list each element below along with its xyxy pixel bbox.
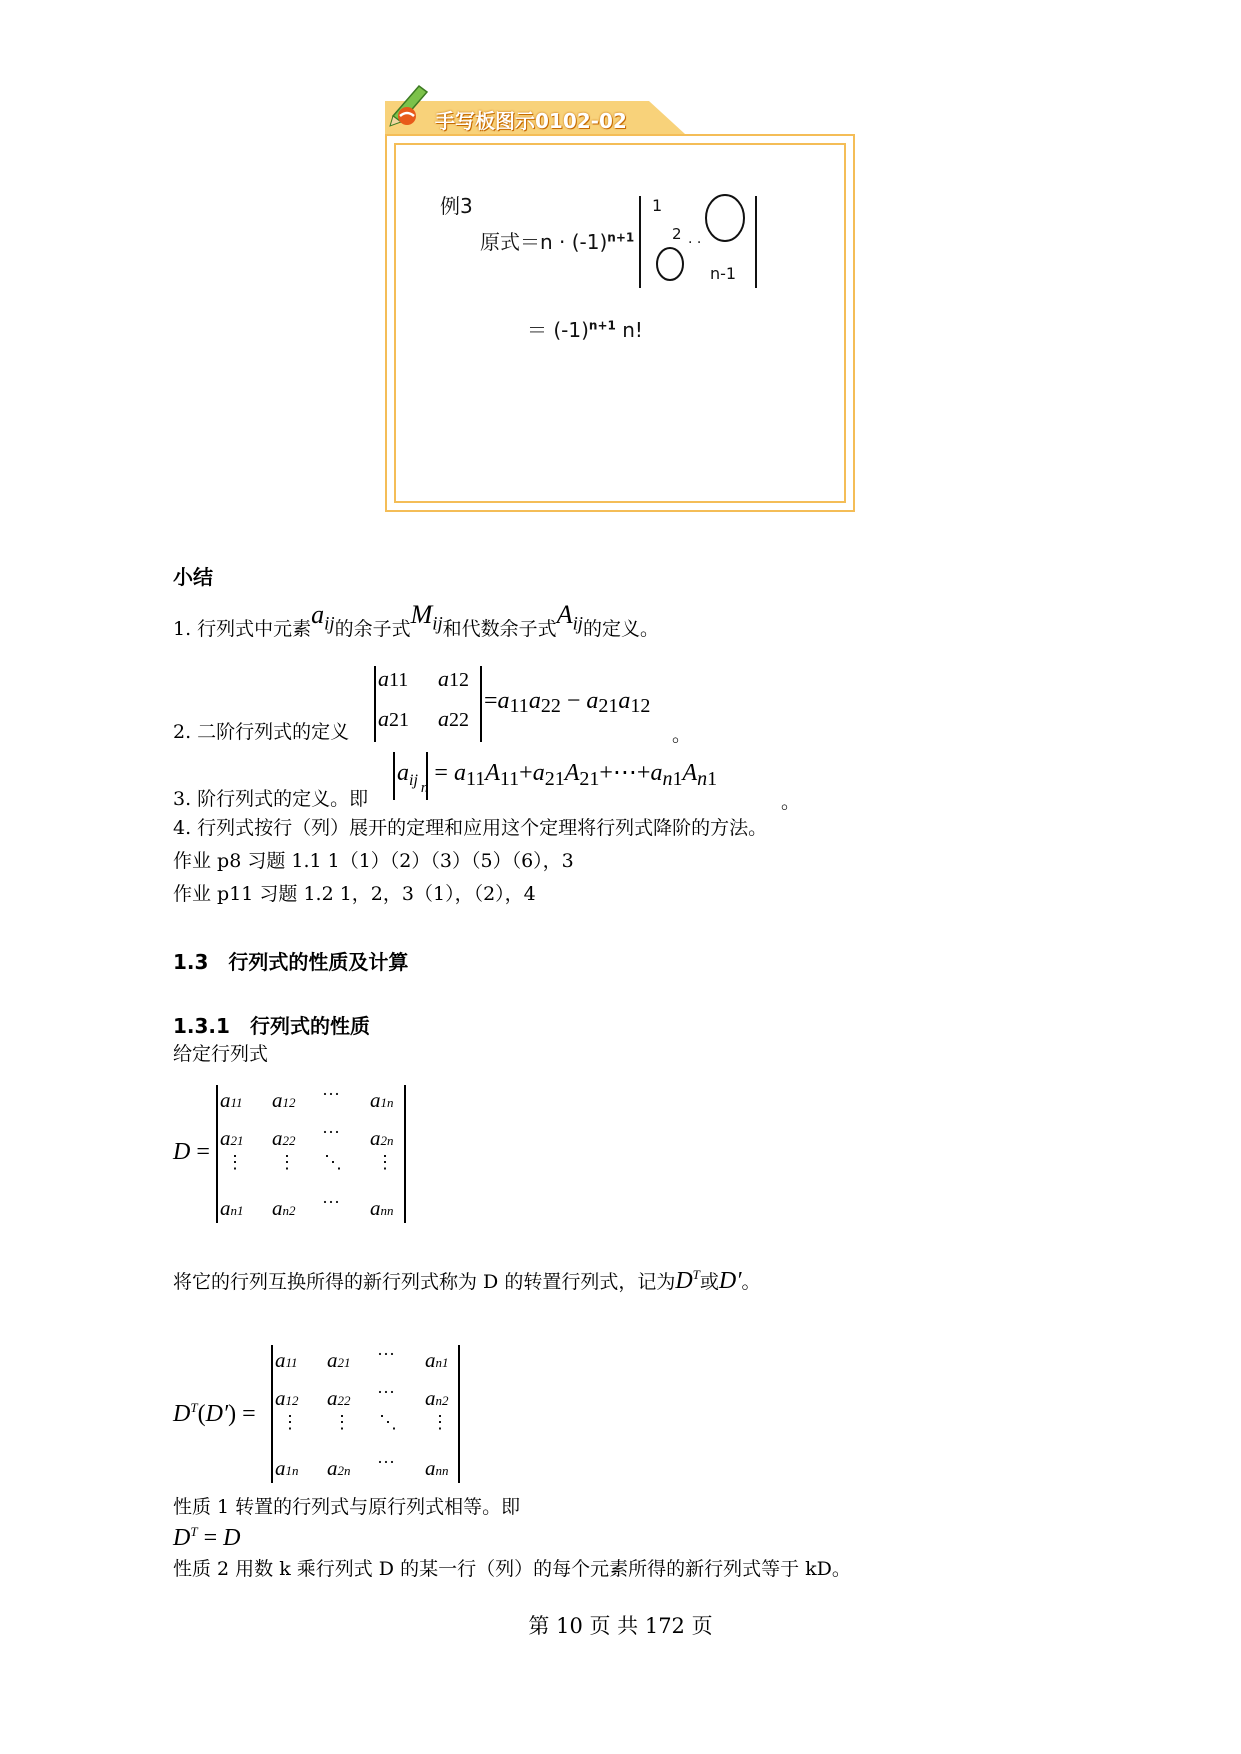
transpose-text-b: 或 — [699, 1271, 719, 1293]
symbol-mij: $M_{ij}$ — [410, 600, 443, 635]
board-det-left-bar — [639, 196, 641, 288]
board-lower-zero — [657, 248, 683, 280]
board-line2-suffix: n! — [622, 318, 643, 342]
pencil-icon — [385, 80, 435, 130]
det2-a12: a12 — [438, 666, 469, 691]
transpose-text-a: 将它的行列互换所得的新行列式称为 D 的转置行列式，记为 — [173, 1271, 676, 1293]
homework-2: 作业 p11 习题 1.2 1，2，3（1），（2），4 — [173, 883, 536, 905]
detn-left-bar — [393, 752, 395, 800]
detn-expansion: $a_{ij}$ $_n = a_{11}A_{11}+a_{21}A_{21}+\cdots+a_{n1}A_{n1}$ — [397, 760, 718, 796]
subsection-title: 1.3.1 行列式的性质 — [173, 1014, 370, 1038]
transpose-text-c: 。 — [741, 1271, 761, 1293]
board-upper-zero — [706, 195, 744, 241]
board-line2-prefix: ＝ (-1) — [527, 318, 589, 342]
symbol-Aij: $A_{ij}$ — [556, 600, 583, 635]
property-1: 性质 1 转置的行列式与原行列式相等。即 — [173, 1496, 521, 1518]
det2-a21: a21 — [378, 706, 409, 731]
board-matrix-dots: · · — [688, 235, 702, 251]
summary-item-4: 4. 行列式按行（列）展开的定理和应用这个定理将行列式降阶的方法。 — [173, 817, 768, 839]
property-1-formula: $D^T = D$ — [173, 1524, 241, 1551]
transpose-definition — [173, 1264, 761, 1293]
board-line1-exp: n+1 — [607, 230, 635, 245]
symbol-DT: $D^T$ — [675, 1267, 700, 1294]
board-matrix-two: 2 — [672, 225, 682, 243]
summary-item-2: 2. 二阶行列式的定义 — [173, 721, 350, 743]
item1-text-d: 的定义。 — [582, 618, 659, 640]
symbol-Dprime: D′ — [718, 1268, 742, 1294]
det2-expansion: =a11a22 − a21a12 — [484, 688, 651, 717]
det-D-label: D = — [173, 1139, 210, 1165]
det2-right-bar — [480, 666, 482, 742]
homework-1: 作业 p8 习题 1.1 1（1）（2）（3）（5）（6），3 — [173, 850, 574, 872]
summary-item-3: 3. 阶行列式的定义。即 — [173, 788, 369, 810]
summary-item-1 — [173, 600, 659, 648]
given-text: 给定行列式 — [173, 1043, 269, 1065]
board-example-label: 例3 — [440, 194, 473, 218]
det-DT-right-bar — [458, 1345, 460, 1483]
property-2: 性质 2 用数 k 乘行列式 D 的某一行（列）的每个元素所得的新行列式等于 kD。 — [173, 1558, 851, 1580]
board-matrix-one: 1 — [652, 196, 663, 215]
det-DT-matrix: a11 a21 ··· an1 a12 a22 ··· an2 ⋮ ⋮ ⋱ ⋮ a1n a2n ··· ann — [275, 1344, 449, 1480]
det2-a11: a11 — [378, 666, 409, 691]
det2-left-bar — [374, 666, 376, 742]
board-line2 — [527, 314, 643, 343]
page-footer: 第 10 页 共 172 页 — [528, 1614, 713, 1638]
board-zero-circles — [650, 188, 750, 288]
symbol-aij: $a_{ij}$ — [311, 600, 335, 635]
summary-item-3-end: 。 — [781, 791, 801, 813]
board-line1-prefix: 原式＝n · (-1) — [480, 230, 608, 254]
item1-text-a: 1. 行列式中元素 — [173, 618, 312, 640]
det-D-matrix: a11 a12 ··· a1n a21 a22 ··· a2n ⋮ ⋮ ⋱ ⋮ an1 an2 ··· ann — [220, 1084, 394, 1220]
board-title: 手写板图示0102-02 — [435, 109, 627, 133]
det2-a22: a22 — [438, 706, 469, 731]
section-title: 1.3 行列式的性质及计算 — [173, 950, 409, 974]
board-line2-exp: n+1 — [588, 318, 616, 333]
det-DT-left-bar — [271, 1345, 273, 1483]
item1-text-b: 的余子式 — [334, 618, 411, 640]
summary-heading: 小结 — [173, 565, 213, 589]
board-matrix-last: n-1 — [710, 264, 737, 283]
det-D-right-bar — [404, 1085, 406, 1223]
board-line1 — [480, 226, 634, 255]
det-D-left-bar — [216, 1085, 218, 1223]
det-DT-label: $D^T(D')$ = — [173, 1400, 256, 1427]
board-det-right-bar — [755, 196, 757, 288]
item1-text-c: 和代数余子式 — [442, 618, 557, 640]
summary-item-2-end: 。 — [672, 724, 692, 746]
